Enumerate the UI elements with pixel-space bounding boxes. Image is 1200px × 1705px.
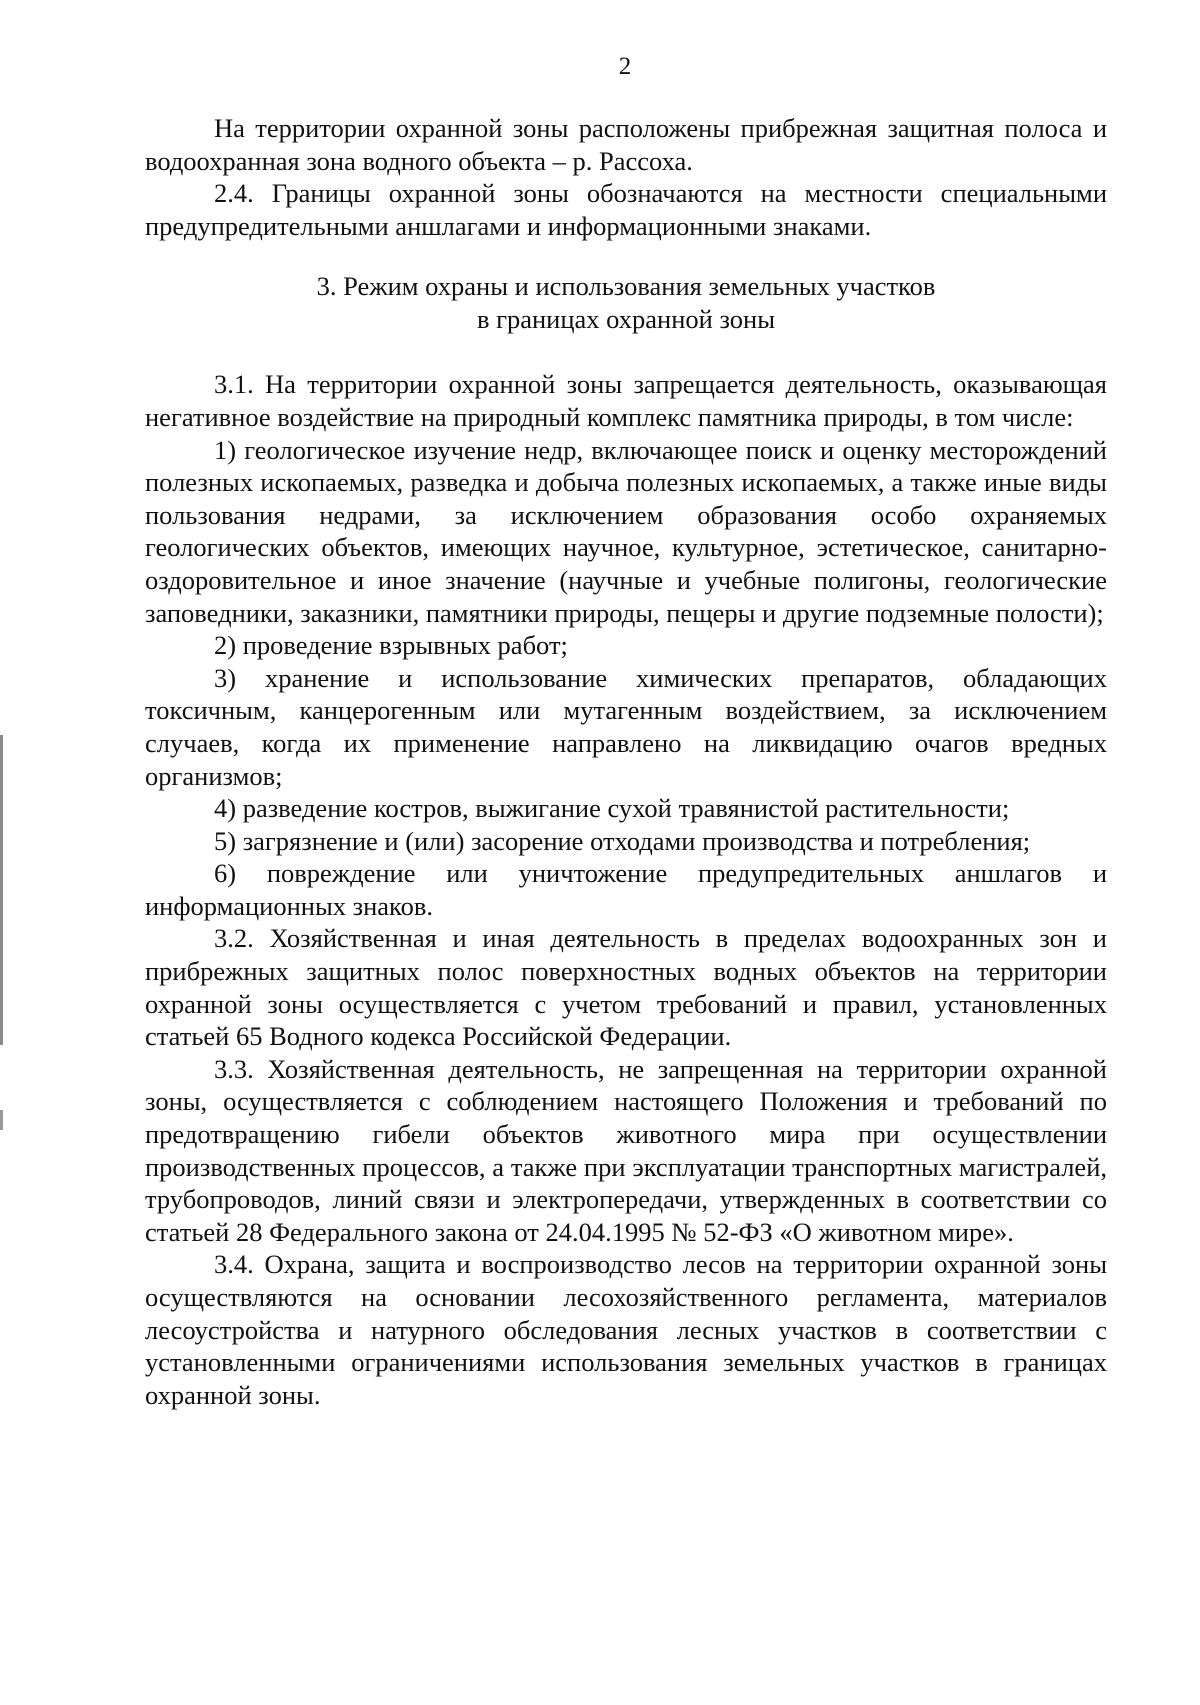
list-item-3: 3) хранение и использование химических препаратов, обладающих токсичным, канцерогенным или мутагенным воздействием, за исключением случаев, когда их применение направлено на ликвидацию очагов вредных организмов; (145, 662, 1107, 791)
list-item-1: 1) геологическое изучение недр, включающее поиск и оценку месторождений полезных ископаемых, разведка и добыча полезных ископаемых, а также иные виды пользования недрами, за исключением образования особо охраняемых геологических объектов, имеющих научное, культурное, эстетическое, санитарно-оздоровительное и иное значение (научные и учебные полигоны, геологические заповедники, заказники, памятники природы, пещеры и другие подземные полости); (145, 434, 1107, 628)
section-title-line-2: в границах охранной зоны (476, 304, 776, 335)
list-item-6: 6) повреждение или уничтожение предупредительных аншлагов и информационных знаков. (145, 858, 1107, 921)
scan-edge-mark (0, 1110, 3, 1130)
document-body (145, 112, 1107, 1411)
paragraph-3-4: 3.4. Охрана, защита и воспроизводство лесов на территории охранной зоны осуществляются на основании лесохозяйственного регламента, материалов лесоустройства и натурного обследования лесных участков в соответствии с установленными ограничениями использования земельных участков в границах охранной зоны. (145, 1249, 1107, 1410)
list-item-2: 2) проведение взрывных работ; (214, 630, 568, 661)
section-title-line-1: 3. Режим охраны и использования земельных участков (316, 271, 936, 302)
paragraph-2-4: 2.4. Границы охранной зоны обозначаются на местности специальными предупредительными аншлагами и информационными знаками. (145, 178, 1107, 241)
page-number: 2 (618, 53, 632, 80)
paragraph-3-2: 3.2. Хозяйственная и иная деятельность в пределах водоохранных зон и прибрежных защитных полос поверхностных водных объектов на территории охранной зоны осуществляется с учетом требований и правил, установленных статьей 65 Водного кодекса Российской Федерации. (145, 923, 1107, 1052)
section-title (145, 270, 1107, 336)
paragraph-3-1: 3.1. На территории охранной зоны запрещается деятельность, оказывающая негативное воздействие на природный комплекс памятника природы, в том числе: (145, 369, 1107, 432)
scan-edge-mark (0, 735, 3, 1045)
list-item-4: 4) разведение костров, выжигание сухой травянистой растительности; (214, 793, 1010, 824)
paragraph-protected-zone-objects: На территории охранной зоны расположены прибрежная защитная полоса и водоохранная зона водного объекта – р. Рассоха. (145, 113, 1107, 176)
list-item-5: 5) загрязнение и (или) засорение отходами производства и потребления; (214, 825, 1031, 856)
paragraph-3-3: 3.3. Хозяйственная деятельность, не запрещенная на территории охранной зоны, осуществляется с соблюдением настоящего Положения и требований по предотвращению гибели объектов животного мира при осуществлении производственных процессов, а также при эксплуатации транспортных магистралей, трубопроводов, линий связи и электропередачи, утвержденных в соответствии со статьей 28 Федерального закона от 24.04.1995 № 52-ФЗ «О животном мире». (145, 1053, 1107, 1247)
